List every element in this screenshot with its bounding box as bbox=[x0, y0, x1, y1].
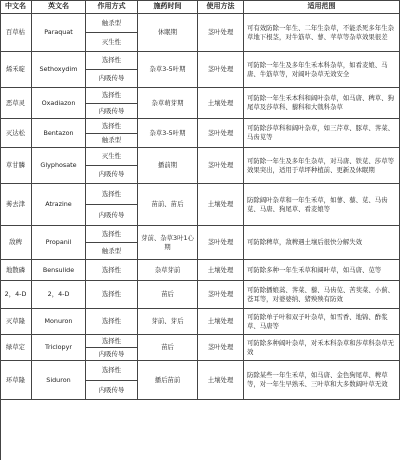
cell-mode: 选择性 bbox=[86, 52, 138, 70]
cell-cn-name: 地散磷 bbox=[0, 260, 32, 281]
cell-mode: 选择性 bbox=[86, 226, 138, 243]
cell-time: 休眠期 bbox=[138, 14, 198, 52]
cell-time: 播前期 bbox=[138, 148, 198, 184]
cell-mode: 触杀型 bbox=[86, 14, 138, 33]
cell-time: 杂草芽前 bbox=[138, 260, 198, 281]
cell-cn-name: 草甘膦 bbox=[0, 148, 32, 184]
cell-time: 芽前、杂草3叶1心期 bbox=[138, 226, 198, 260]
cell-mode: 灭生性 bbox=[86, 148, 138, 166]
cell-time: 苗前、苗后 bbox=[138, 184, 198, 226]
cell-scope: 可有效防除一年生、二年生杂草，不能杀死多年生杂草地下根茎，对牛筋草、蓼、苹草等杂草效果很差 bbox=[244, 14, 400, 52]
cell-cn-name: 2，4-D bbox=[0, 281, 32, 309]
cell-scope: 防除某些一年生禾草，如马唐、金色狗尾草、稗草等，对一年生早熟禾、三叶草和大多数阔叶草无效 bbox=[244, 361, 400, 400]
cell-method: 土壤处理 bbox=[198, 260, 244, 281]
cell-scope: 可防除一年生禾本科和阔叶杂草，如马唐、稗草、狗尾草及莎草科、藜科和大戟科杂草 bbox=[244, 88, 400, 119]
cell-method: 茎叶处理 bbox=[198, 119, 244, 148]
header-en-name: 英文名 bbox=[32, 0, 86, 14]
cell-mode: 选择性 bbox=[86, 184, 138, 205]
cell-time: 杂草3-5叶期 bbox=[138, 52, 198, 88]
cell-en-name: Atrazine bbox=[32, 184, 86, 226]
cell-time: 芽前、芽后 bbox=[138, 309, 198, 335]
cell-cn-name: 烯禾啶 bbox=[0, 52, 32, 88]
cell-en-name: Glyphosate bbox=[32, 148, 86, 184]
cell-mode: 内吸传导 bbox=[86, 381, 138, 400]
cell-cn-name: 敌稗 bbox=[0, 226, 32, 260]
cell-scope: 可防除稗草，敌稗遇土壤后很快分解失效 bbox=[244, 226, 400, 260]
header-method: 使用方法 bbox=[198, 0, 244, 14]
cell-time: 杂草3-5叶期 bbox=[138, 119, 198, 148]
header-mode: 作用方式 bbox=[86, 0, 138, 14]
cell-cn-name: 恶草灵 bbox=[0, 88, 32, 119]
cell-mode: 灭生性 bbox=[86, 33, 138, 52]
cell-time: 苗后 bbox=[138, 281, 198, 309]
cell-method: 土壤处理 bbox=[198, 184, 244, 226]
cell-mode: 触杀型 bbox=[86, 134, 138, 148]
cell-mode: 选择性 bbox=[86, 260, 138, 281]
cell-method: 茎叶处理 bbox=[198, 226, 244, 260]
cell-en-name: Bentazon bbox=[32, 119, 86, 148]
cell-en-name: Bensulide bbox=[32, 260, 86, 281]
cell-method: 土壤处理 bbox=[198, 88, 244, 119]
cell-scope: 可防除多种一年生禾草和阔叶草，如马唐、苋等 bbox=[244, 260, 400, 281]
cell-en-name: Sethoxydim bbox=[32, 52, 86, 88]
cell-cn-name: 百草枯 bbox=[0, 14, 32, 52]
cell-cn-name: 灭达松 bbox=[0, 119, 32, 148]
cell-mode: 选择性 bbox=[86, 361, 138, 381]
cell-mode: 内吸传导 bbox=[86, 166, 138, 184]
cell-method: 土壤处理 bbox=[198, 309, 244, 335]
cell-mode: 内吸传导 bbox=[86, 104, 138, 119]
cell-mode: 触杀型 bbox=[86, 243, 138, 260]
cell-en-name: Triclopyr bbox=[32, 335, 86, 361]
cell-scope: 防除阔叶杂草和一年生禾草，如蓼、藜、苋、马齿苋、马唐、狗尾草、看麦娘等 bbox=[244, 184, 400, 226]
cell-cn-name: 莠去津 bbox=[0, 184, 32, 226]
cell-time: 杂草萌芽期 bbox=[138, 88, 198, 119]
cell-cn-name: 环草隆 bbox=[0, 361, 32, 400]
cell-scope: 可防除单子叶和双子叶杂草，如雪香、地锦、酢浆草、马唐等 bbox=[244, 309, 400, 335]
cell-scope: 可防除莎草科和阔叶杂草，如三芹草、豚草、荠菜、马齿苋等 bbox=[244, 119, 400, 148]
cell-scope: 可防除多种阔叶杂草，对禾本科杂草和莎草科杂草无效 bbox=[244, 335, 400, 361]
cell-en-name: Oxadiazon bbox=[32, 88, 86, 119]
cell-method: 茎叶处理 bbox=[198, 14, 244, 52]
cell-mode: 内吸传导 bbox=[86, 70, 138, 88]
cell-scope: 可防除播娘蒿、荠菜、藜、马齿苋、苦荬菜、小蓟、苍耳等，对婆婆纳、猪殃殃有防效 bbox=[244, 281, 400, 309]
cell-method: 茎叶处理 bbox=[198, 52, 244, 88]
cell-time: 播后苗前 bbox=[138, 361, 198, 400]
cell-mode: 选择性 bbox=[86, 88, 138, 104]
cell-time: 苗后 bbox=[138, 335, 198, 361]
header-time: 施药时间 bbox=[138, 0, 198, 14]
cell-mode: 选择性 bbox=[86, 281, 138, 309]
cell-method: 茎叶处理 bbox=[198, 281, 244, 309]
cell-en-name: Monuron bbox=[32, 309, 86, 335]
cell-en-name: 2，4-D bbox=[32, 281, 86, 309]
cell-mode: 选择性 bbox=[86, 119, 138, 134]
cell-scope: 可防除一年生及多年生杂草，对马唐、铁苋、莎草等效果突出，适用于草坪种植前、更新及休眠期 bbox=[244, 148, 400, 184]
header-cn-name: 中文名 bbox=[0, 0, 32, 14]
cell-mode: 内吸传导 bbox=[86, 205, 138, 226]
cell-en-name: Paraquat bbox=[32, 14, 86, 52]
header-scope: 适用范围 bbox=[244, 0, 400, 14]
cell-en-name: Propanil bbox=[32, 226, 86, 260]
cell-method: 土壤处理 bbox=[198, 361, 244, 400]
cell-method: 茎叶处理 bbox=[198, 148, 244, 184]
cell-scope: 可防除一年生及多年生禾本科杂草，如看麦娘、马唐、牛筋草等，对阔叶杂草无效安全 bbox=[244, 52, 400, 88]
cell-cn-name: 绿草定 bbox=[0, 335, 32, 361]
cell-mode: 选择性 bbox=[86, 335, 138, 348]
cell-mode: 选择性 bbox=[86, 309, 138, 335]
cell-en-name: Siduron bbox=[32, 361, 86, 400]
cell-method: 茎叶处理 bbox=[198, 335, 244, 361]
cell-cn-name: 灭草隆 bbox=[0, 309, 32, 335]
cell-mode: 内吸传导 bbox=[86, 348, 138, 361]
